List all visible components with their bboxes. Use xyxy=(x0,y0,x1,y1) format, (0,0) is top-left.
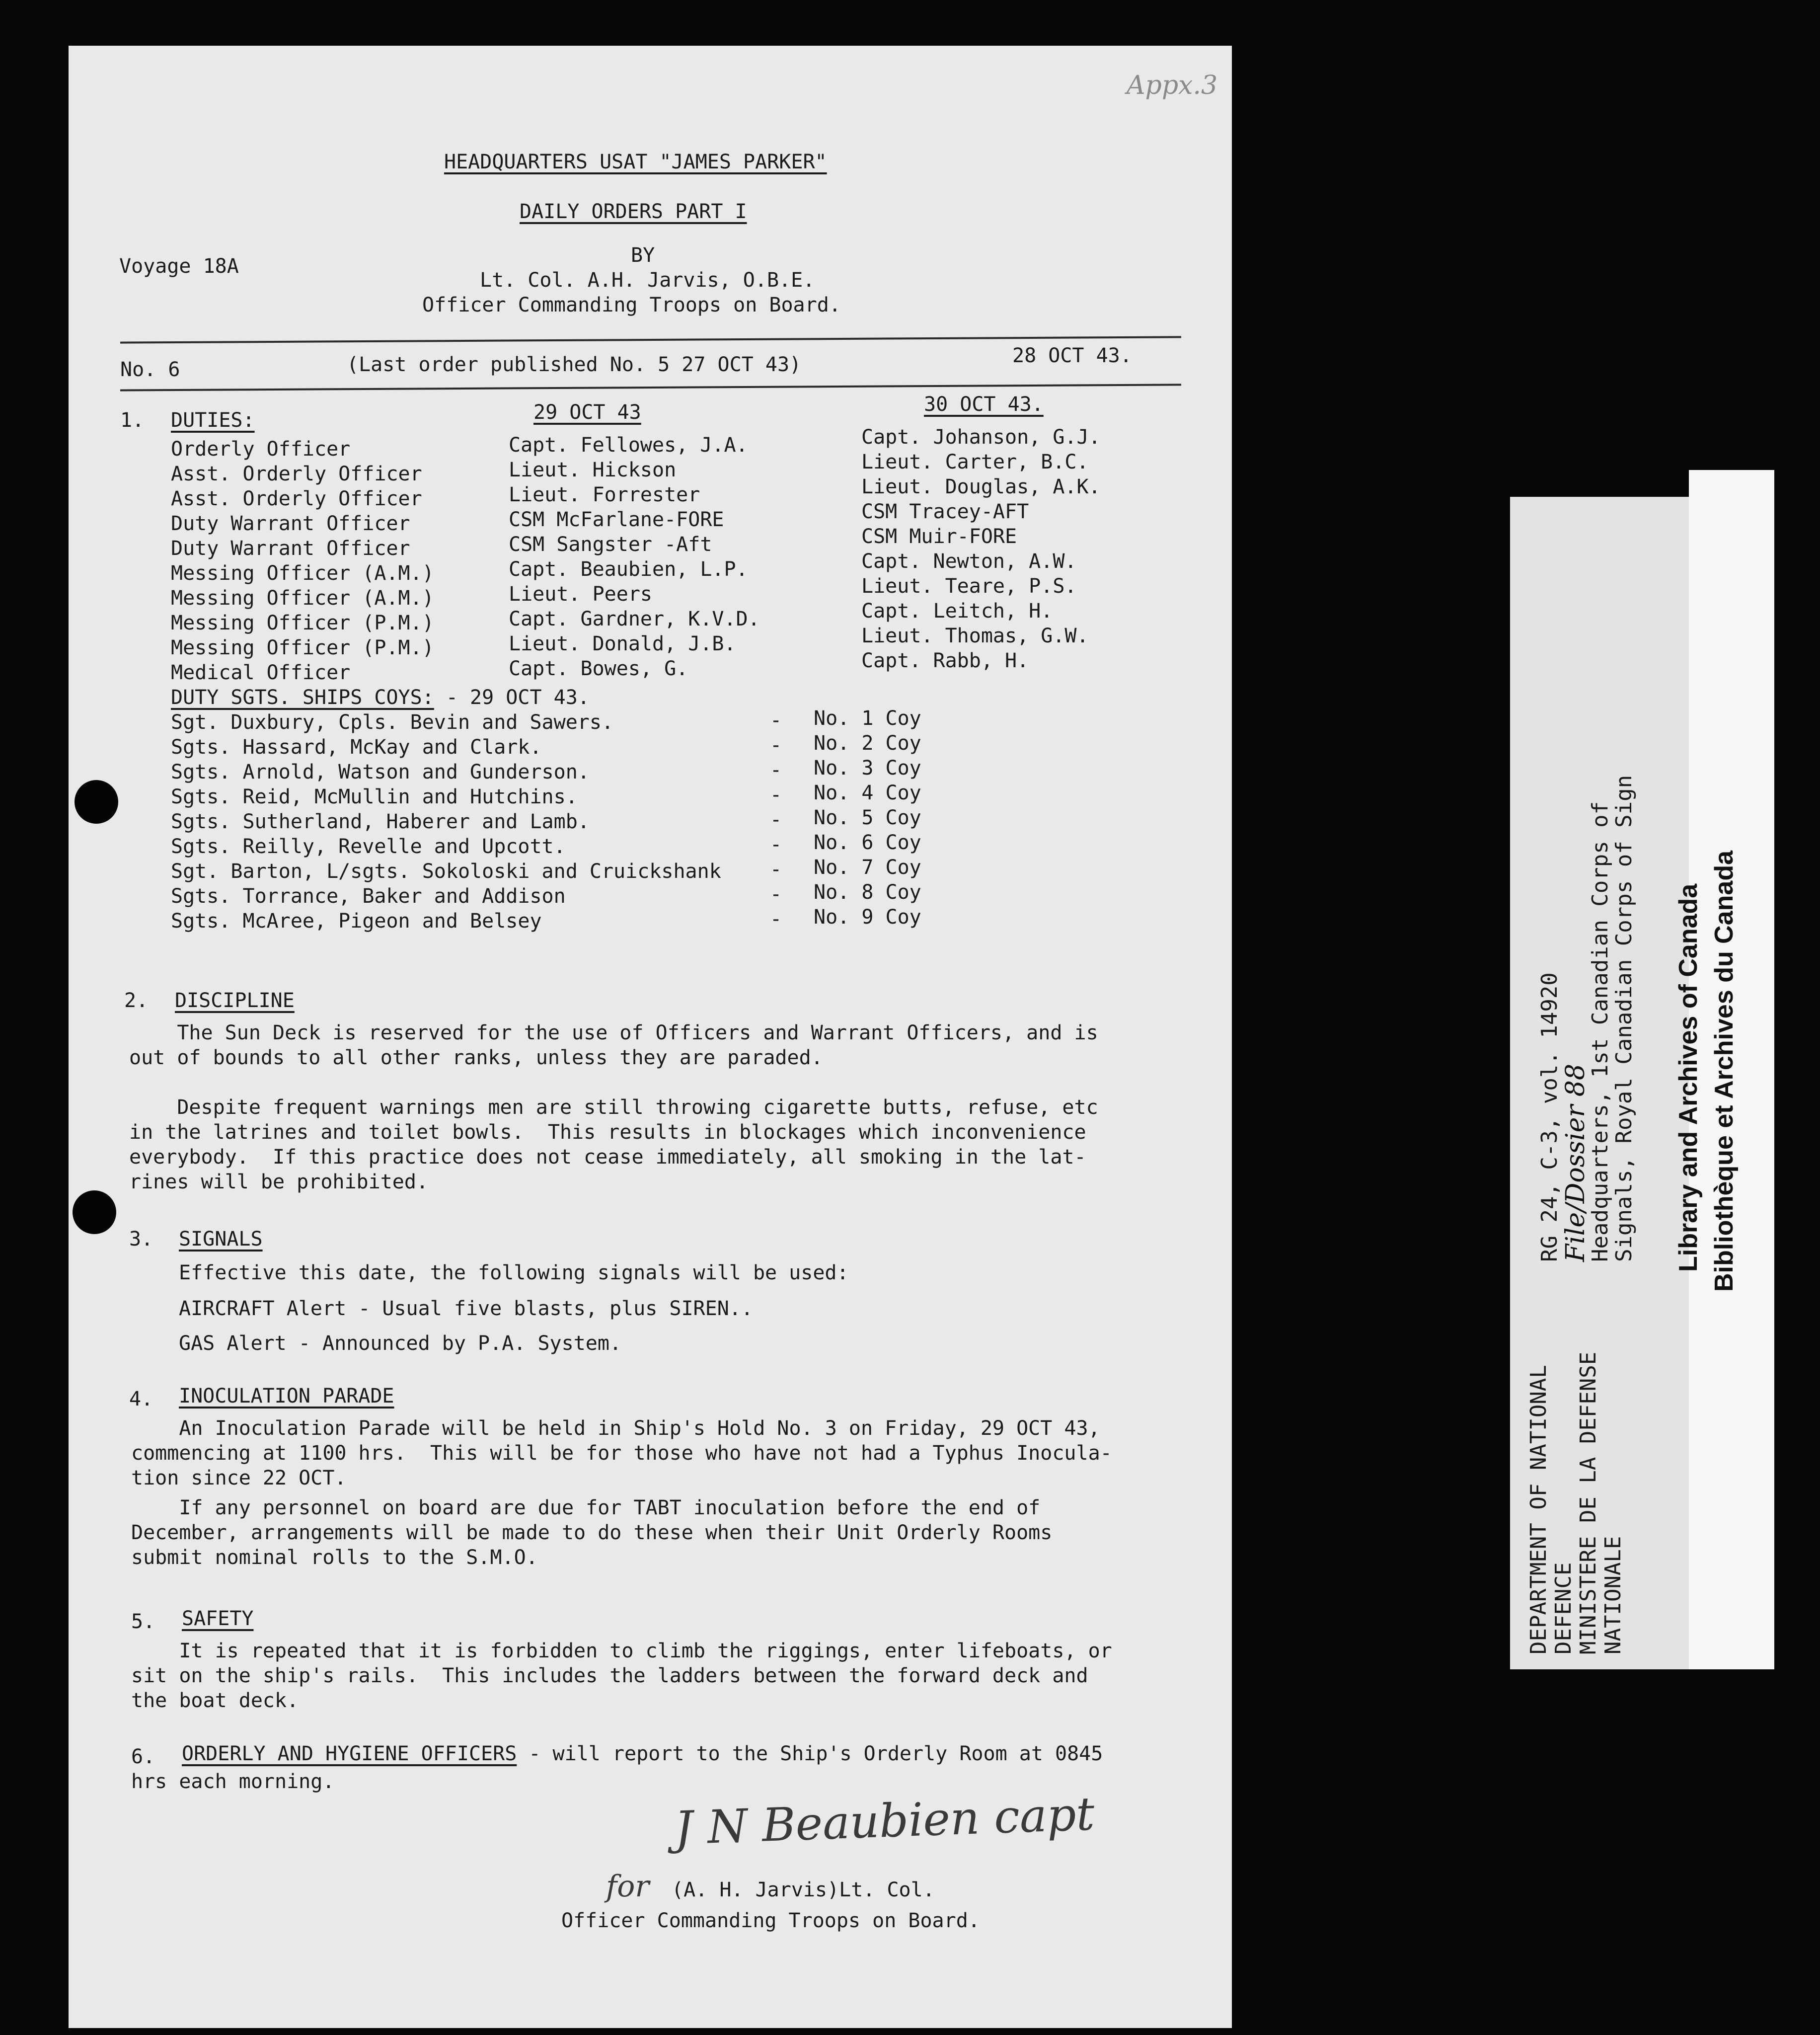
sgts-names: Sgt. Duxbury, Cpls. Bevin and Sawers. xyxy=(171,711,614,734)
dash: - xyxy=(770,833,782,856)
signals-gas: GAS Alert - Announced by P.A. System. xyxy=(179,1332,622,1355)
section-5-number: 5. xyxy=(131,1610,155,1633)
discipline-heading: DISCIPLINE xyxy=(175,989,295,1012)
header-rule-bottom xyxy=(120,384,1181,391)
duty-role: Orderly Officer xyxy=(171,438,351,461)
signature-for: for xyxy=(606,1869,650,1904)
duty-sgts-heading: DUTY SGTS. SHIPS COYS: xyxy=(171,686,434,709)
duty-role: Messing Officer (A.M.) xyxy=(171,562,434,585)
handwritten-signature: J N Beaubien capt xyxy=(674,1787,1096,1855)
duty-assign-29: Lieut. Peers xyxy=(509,583,652,606)
duty-assign-30: CSM Tracey-AFT xyxy=(861,500,1029,523)
sgts-names: Sgts. Torrance, Baker and Addison xyxy=(171,885,566,908)
dept-line-3: MINISTERE DE LA DEFENSE xyxy=(1576,1351,1601,1654)
dash: - xyxy=(770,908,782,931)
sgts-names: Sgt. Barton, L/sgts. Sokoloski and Cruickshank xyxy=(171,860,721,883)
inoculation-heading: INOCULATION PARADE xyxy=(179,1385,394,1408)
archive-ref-2: File/Dossier 88 xyxy=(1561,1064,1591,1262)
duty-assign-29: Lieut. Donald, J.B. xyxy=(509,632,736,655)
sgts-names: Sgts. Arnold, Watson and Gunderson. xyxy=(171,761,590,783)
last-order: (Last order published No. 5 27 OCT 43) xyxy=(347,353,802,376)
order-number: No. 6 xyxy=(120,358,180,381)
corner-note: Appx.3 xyxy=(1127,71,1218,100)
sgts-names: Sgts. Hassard, McKay and Clark. xyxy=(171,736,542,759)
safety-paragraph: It is repeated that it is forbidden to climb the riggings, enter lifeboats, or sit on the ship's rails. This includes the ladders between the forward deck and the boat deck. xyxy=(131,1640,1112,1712)
dept-line-1: DEPARTMENT OF NATIONAL xyxy=(1526,1365,1551,1654)
duty-assign-30: Lieut. Carter, B.C. xyxy=(861,451,1089,473)
duty-role: Messing Officer (P.M.) xyxy=(171,636,434,659)
duty-role: Messing Officer (A.M.) xyxy=(171,587,434,610)
voyage-label: Voyage 18A xyxy=(119,255,239,278)
sgts-names: Sgts. Reid, McMullin and Hutchins. xyxy=(171,785,578,808)
hq-title: HEADQUARTERS USAT "JAMES PARKER" xyxy=(444,151,827,173)
sgts-coy: No. 2 Coy xyxy=(814,732,921,755)
duty-assign-29: Capt. Bowes, G. xyxy=(509,657,688,680)
sgts-coy: No. 5 Coy xyxy=(814,806,921,829)
archive-ref-3: Headquarters, 1st Canadian Corps of xyxy=(1588,801,1613,1262)
page-title: DAILY ORDERS PART I xyxy=(520,200,747,223)
duty-assign-30: Capt. Rabb, H. xyxy=(861,649,1029,672)
duty-assign-30: Lieut. Thomas, G.W. xyxy=(861,625,1089,647)
sgts-coy: No. 1 Coy xyxy=(814,707,921,730)
section-1-number: 1. xyxy=(120,409,145,432)
duty-assign-30: Capt. Johanson, G.J. xyxy=(861,426,1101,449)
duty-role: Duty Warrant Officer xyxy=(171,537,410,560)
section-3-number: 3. xyxy=(129,1228,153,1251)
dash: - xyxy=(770,883,782,906)
duties-date-2: 30 OCT 43. xyxy=(924,393,1044,416)
dept-line-4: NATIONALE xyxy=(1600,1536,1626,1654)
dept-line-2: DEFENCE xyxy=(1551,1562,1576,1654)
duty-assign-30: CSM Muir-FORE xyxy=(861,525,1017,548)
duty-role: Messing Officer (P.M.) xyxy=(171,612,434,634)
commander-role: Officer Commanding Troops on Board. xyxy=(422,294,841,316)
duty-assign-29: Lieut. Forrester xyxy=(509,483,700,506)
duty-assign-29: CSM Sangster -Aft xyxy=(509,533,712,556)
duty-role: Asst. Orderly Officer xyxy=(171,463,422,485)
duties-heading: DUTIES: xyxy=(171,409,255,432)
lac-name-en: Library and Archives of Canada xyxy=(1674,883,1703,1272)
sgts-coy: No. 8 Coy xyxy=(814,881,921,904)
punch-hole-bottom xyxy=(73,1190,116,1234)
duty-assign-29: Lieut. Hickson xyxy=(509,459,677,481)
order-date: 28 OCT 43. xyxy=(1012,344,1132,367)
signature-role: Officer Commanding Troops on Board. xyxy=(561,1909,980,1932)
archive-ref-4: Signals, Royal Canadian Corps of Sign xyxy=(1611,775,1637,1262)
section-4-number: 4. xyxy=(129,1388,153,1410)
duty-assign-30: Capt. Leitch, H. xyxy=(861,600,1053,623)
section-2-number: 2. xyxy=(124,989,149,1012)
sgts-coy: No. 9 Coy xyxy=(814,906,921,929)
inoculation-paragraph-1: An Inoculation Parade will be held in Ship's Hold No. 3 on Friday, 29 OCT 43, commencing at 1100 hrs. This will be for those who have not had a Typhus Inocula- tion since 22 OCT. xyxy=(131,1417,1112,1489)
duty-assign-30: Capt. Newton, A.W. xyxy=(861,550,1077,573)
punch-hole-top xyxy=(75,780,118,824)
duty-sgts-heading-line xyxy=(171,687,590,708)
duty-assign-29: Capt. Gardner, K.V.D. xyxy=(509,608,760,630)
sgts-names: Sgts. Reilly, Revelle and Upcott. xyxy=(171,835,566,858)
orderly-heading: ORDERLY AND HYGIENE OFFICERS xyxy=(182,1742,517,1765)
section-6-number: 6. xyxy=(131,1745,155,1768)
dash: - xyxy=(770,734,782,757)
dash: - xyxy=(770,709,782,732)
sgts-names: Sgts. McAree, Pigeon and Belsey xyxy=(171,910,542,933)
inoculation-paragraph-2: If any personnel on board are due for TABT inoculation before the end of December, arrangements will be made to do these when their Unit Orderly Rooms submit nominal rolls to the S.M.O. xyxy=(131,1496,1053,1569)
duties-date-1: 29 OCT 43 xyxy=(533,401,641,424)
duty-role: Medical Officer xyxy=(171,661,351,684)
duty-role: Duty Warrant Officer xyxy=(171,512,410,535)
header-rule-top xyxy=(120,336,1181,343)
commander-name: Lt. Col. A.H. Jarvis, O.B.E. xyxy=(480,269,815,292)
orderly-text-continued: hrs each morning. xyxy=(131,1770,335,1793)
duty-assign-29: Capt. Fellowes, J.A. xyxy=(509,434,748,457)
orderly-line xyxy=(182,1743,1103,1765)
safety-heading: SAFETY xyxy=(182,1607,254,1630)
discipline-paragraph-1: The Sun Deck is reserved for the use of Officers and Warrant Officers, and is out of bounds to all other ranks, unless they are paraded. xyxy=(129,1021,1098,1069)
duty-sgts-date: - 29 OCT 43. xyxy=(434,686,590,709)
duty-assign-29: Capt. Beaubien, L.P. xyxy=(509,558,748,581)
duty-assign-30: Lieut. Teare, P.S. xyxy=(861,575,1077,598)
dash: - xyxy=(770,808,782,831)
sgts-coy: No. 6 Coy xyxy=(814,831,921,854)
sgts-coy: No. 3 Coy xyxy=(814,757,921,780)
lac-name-fr: Bibliothèque et Archives du Canada xyxy=(1710,850,1739,1292)
dash: - xyxy=(770,759,782,782)
dash: - xyxy=(770,783,782,806)
signature-name: (A. H. Jarvis)Lt. Col. xyxy=(672,1878,935,1901)
discipline-paragraph-2: Despite frequent warnings men are still throwing cigarette butts, refuse, etc in the latrines and toilet bowls. This results in blockages which inconvenience everybody. If this practice does not cease immediately, all smoking in the lat- rines will be prohibited. xyxy=(129,1096,1098,1193)
archive-ref-1: RG 24, C-3, vol. 14920 xyxy=(1537,972,1562,1262)
signals-aircraft: AIRCRAFT Alert - Usual five blasts, plus SIREN.. xyxy=(179,1297,753,1320)
by-label: BY xyxy=(631,244,655,267)
orderly-text: - will report to the Ship's Orderly Room at 0845 xyxy=(517,1742,1103,1765)
sgts-names: Sgts. Sutherland, Haberer and Lamb. xyxy=(171,810,590,833)
duty-assign-30: Lieut. Douglas, A.K. xyxy=(861,475,1101,498)
sgts-coy: No. 7 Coy xyxy=(814,856,921,879)
dash: - xyxy=(770,858,782,881)
duty-assign-29: CSM McFarlane-FORE xyxy=(509,508,724,531)
signals-heading: SIGNALS xyxy=(179,1228,263,1251)
sgts-coy: No. 4 Coy xyxy=(814,782,921,804)
signals-intro: Effective this date, the following signals will be used: xyxy=(179,1261,849,1284)
document-page xyxy=(69,46,1232,2028)
duty-role: Asst. Orderly Officer xyxy=(171,487,422,510)
